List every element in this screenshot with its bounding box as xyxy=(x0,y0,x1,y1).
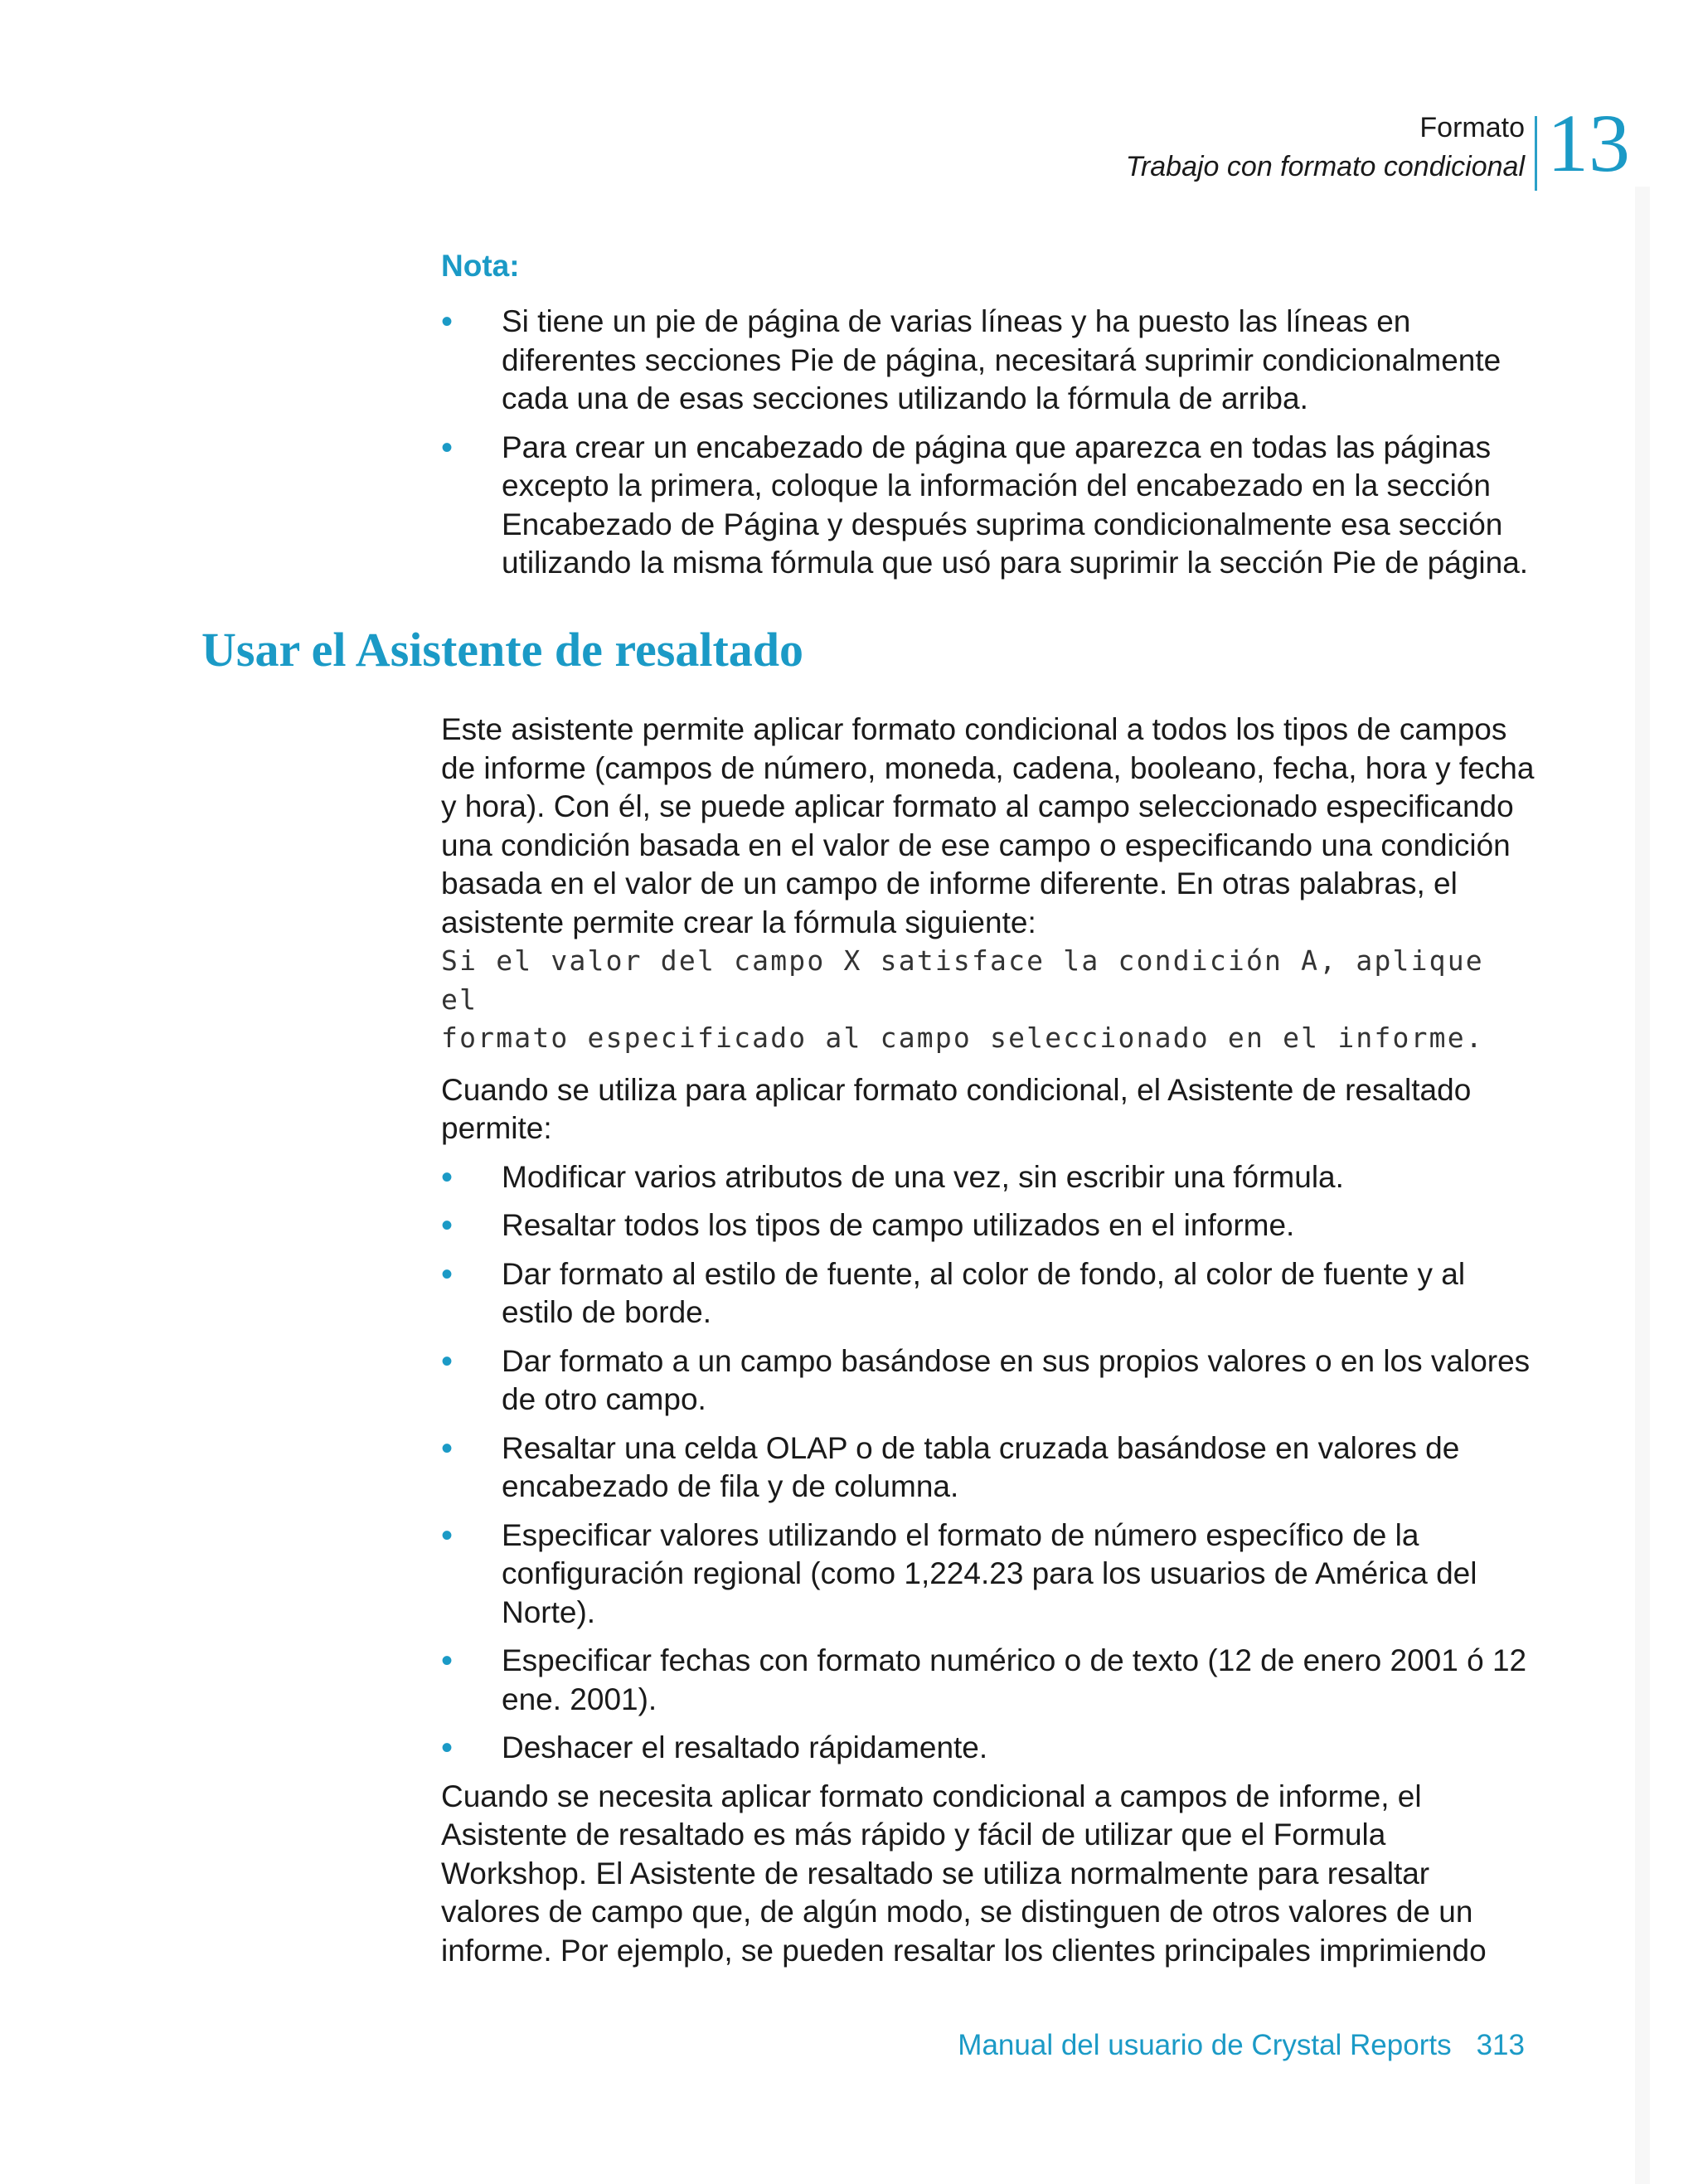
bullet-icon: • xyxy=(441,1207,454,1244)
lead-paragraph: Cuando se utiliza para aplicar formato condicional, el Asistente de resaltado permite: xyxy=(441,1072,1472,1145)
list-item xyxy=(441,1255,1535,1332)
list-item-text: Resaltar una celda OLAP o de tabla cruzada basándose en valores de encabezado de fila y de columna. xyxy=(502,1430,1460,1503)
list-item xyxy=(441,429,1535,583)
bullet-icon: • xyxy=(441,1429,454,1467)
running-header xyxy=(1126,109,1525,187)
closing-paragraph: Cuando se necesita aplicar formato condicional a campos de informe, el Asistente de resaltado es más rápido y fácil de utilizar que el Formula Workshop. El Asistente de resaltado se utiliza normalmente para resaltar valores de campo que, de algún modo, se distinguen de otros valores de un informe. Por ejemplo, se pueden resaltar los clientes principales imprimiendo xyxy=(441,1779,1487,1968)
bullet-icon: • xyxy=(441,1255,454,1293)
header-chapter-title: Formato xyxy=(1419,112,1525,143)
list-item xyxy=(441,303,1535,419)
note-list xyxy=(441,303,1535,583)
list-item xyxy=(441,1729,1535,1768)
list-item xyxy=(441,1206,1535,1245)
bullet-icon: • xyxy=(441,303,454,340)
bullet-icon: • xyxy=(441,1517,454,1554)
list-item-text: Si tiene un pie de página de varias líneas y ha puesto las líneas en diferentes secciones Pie de página, necesitará suprimir condicionalmente cada una de esas secciones utilizando la fórmula de arriba. xyxy=(502,304,1502,415)
list-item xyxy=(441,1642,1535,1719)
footer-manual-title: Manual del usuario de Crystal Reports xyxy=(958,2029,1452,2061)
list-item xyxy=(441,1517,1535,1633)
note-block xyxy=(441,303,1535,583)
page-number: 313 xyxy=(1476,2029,1525,2061)
section-heading: Usar el Asistente de resaltado xyxy=(201,623,804,677)
features-list xyxy=(441,1158,1535,1768)
header-section-title: Trabajo con formato condicional xyxy=(1125,151,1525,182)
list-item-text: Dar formato a un campo basándose en sus propios valores o en los valores de otro campo. xyxy=(502,1343,1531,1416)
header-divider xyxy=(1535,116,1537,191)
list-item xyxy=(441,1342,1535,1420)
list-item-text: Modificar varios atributos de una vez, sin escribir una fórmula. xyxy=(502,1159,1344,1194)
list-item-text: Especificar valores utilizando el formato de número específico de la configuración regional (como 1,224.23 para los usuarios de América del Norte). xyxy=(502,1517,1477,1629)
list-item-text: Para crear un encabezado de página que aparezca en todas las páginas excepto la primera, coloque la información del encabezado en la sección Encabezado de Página y después suprima condicionalmente esa sección utilizando la misma fórmula que usó para suprimir la sección Pie de página. xyxy=(502,430,1529,580)
list-item-text: Especificar fechas con formato numérico o de texto (12 de enero 2001 ó 12 ene. 2001). xyxy=(502,1643,1527,1716)
formula-line-1: Si el valor del campo X satisface la condición A, aplique el xyxy=(441,944,1484,1016)
bullet-icon: • xyxy=(441,1730,454,1766)
chapter-number: 13 xyxy=(1547,97,1630,189)
bullet-icon: • xyxy=(441,1643,454,1679)
intro-paragraph: Este asistente permite aplicar formato condicional a todos los tipos de campos de informe (campos de número, moneda, cadena, booleano, fecha, hora y fecha y hora). Con él, se puede aplicar formato al campo seleccionado especificando una condición basada en el valor de ese campo o especificando una condición basada en el valor de un campo de informe diferente. En otras palabras, el asistente permite crear la fórmula siguiente: xyxy=(441,712,1535,939)
bullet-icon: • xyxy=(441,1342,454,1380)
list-item-text: Dar formato al estilo de fuente, al color de fondo, al color de fuente y al estilo de borde. xyxy=(502,1256,1466,1329)
note-label: Nota: xyxy=(441,249,520,283)
bullet-icon: • xyxy=(441,429,454,466)
page-footer xyxy=(958,2026,1525,2065)
list-item xyxy=(441,1158,1535,1197)
page-edge-strip xyxy=(1635,187,1650,2184)
list-item xyxy=(441,1429,1535,1507)
bullet-icon: • xyxy=(441,1158,454,1196)
formula-line-2: formato especificado al campo seleccionado en el informe. xyxy=(441,1022,1484,1054)
list-item-text: Deshacer el resaltado rápidamente. xyxy=(502,1730,988,1764)
list-item-text: Resaltar todos los tipos de campo utilizados en el informe. xyxy=(502,1208,1295,1242)
section-body xyxy=(441,711,1535,1970)
